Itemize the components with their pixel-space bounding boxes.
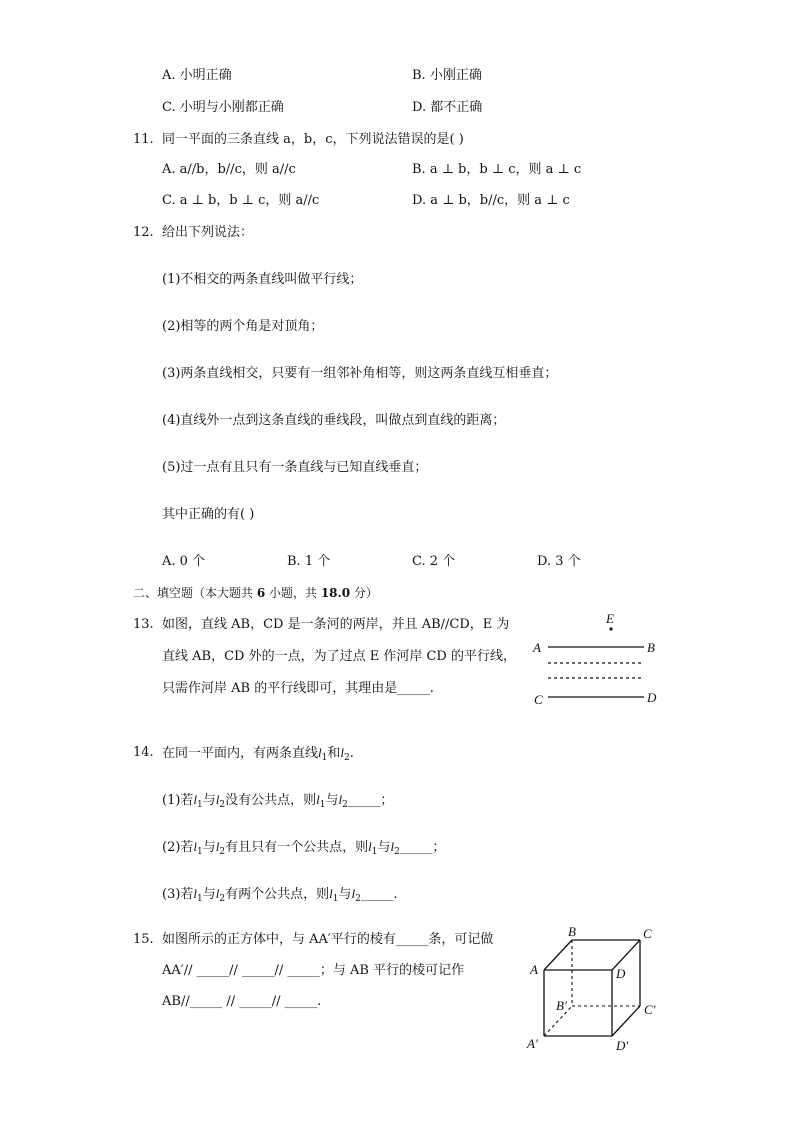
q10-option-c: C. 小明与小刚都正确	[162, 100, 284, 115]
q13-line-3: 只需作河岸 AB 的平行线即可，其理由是_____.	[162, 681, 434, 696]
q10-option-b: B. 小刚正确	[412, 68, 482, 83]
q13-river-figure	[528, 608, 668, 712]
q10-option-a: A. 小明正确	[162, 68, 232, 83]
q12-stem: 给出下列说法：	[162, 225, 254, 240]
q12-item-3: (3)两条直线相交，只要有一组邻补角相等，则这两条直线互相垂直；	[162, 366, 558, 381]
label-c: C	[534, 692, 543, 707]
q12-question: 其中正确的有( )	[162, 507, 255, 522]
q15-line-3: AB//_____ // _____// _____.	[162, 994, 322, 1009]
q12-option-d: D. 3 个	[537, 554, 581, 569]
q10-option-d: D. 都不正确	[412, 100, 483, 115]
label-d: D	[616, 966, 626, 981]
q14-number: 14.	[133, 745, 154, 760]
q13-number: 13.	[133, 617, 154, 632]
q13-line-1: 如图，直线 AB，CD 是一条河的两岸，并且 AB//CD，E 为	[162, 617, 510, 632]
q12-item-2: (2)相等的两个角是对顶角；	[162, 319, 324, 334]
point-e	[609, 627, 612, 630]
label-a: A	[533, 640, 541, 655]
q11-number: 11.	[133, 132, 154, 147]
label-b: B	[647, 640, 655, 655]
q12-item-4: (4)直线外一点到这条直线的垂线段，叫做点到直线的距离；	[162, 413, 506, 428]
label-b: B	[568, 924, 576, 939]
section-2-heading: 二、填空题（本大题共 6 小题，共 18.0 分）	[133, 586, 378, 600]
q11-option-a: A. a//b，b//c，则 a//c	[162, 162, 296, 177]
q14-item-1: (1)若$l_1$与$l_2$没有公共点，则$l_1$与$l_2\_\_\_\_\_$；	[162, 792, 394, 810]
q15-line-2: AA′// _____// _____// _____；与 AB 平行的棱可记作	[162, 963, 465, 978]
edge-ab	[544, 940, 572, 970]
q15-cube-figure	[524, 920, 674, 1060]
q11-option-d: D. a ⊥ b，b//c，则 a ⊥ c	[412, 193, 570, 208]
label-a-prime: A′	[527, 1036, 538, 1051]
q11-stem: 同一平面的三条直线 a，b，c，下列说法错误的是( )	[162, 132, 464, 147]
label-d-prime: D′	[616, 1038, 629, 1053]
q12-item-5: (5)过一点有且只有一条直线与已知直线垂直；	[162, 460, 428, 475]
edge-d2c2	[612, 1006, 640, 1036]
q15-line-1: 如图所示的正方体中，与 AA′平行的棱有_____条，可记做	[162, 932, 494, 947]
q12-option-a: A. 0 个	[162, 554, 206, 569]
label-c: C	[643, 926, 652, 941]
q14-item-3: (3)若$l_1$与$l_2$有两个公共点，则$l_1$与$l_2\_\_\_\_\_$.	[162, 886, 398, 904]
label-e: E	[606, 611, 614, 626]
q14-item-2: (2)若$l_1$与$l_2$有且只有一个公共点，则$l_1$与$l_2\_\_\_\_\_$；	[162, 839, 446, 857]
q12-number: 12.	[133, 225, 154, 240]
q13-line-2: 直线 AB，CD 外的一点，为了过点 E 作河岸 CD 的平行线，	[162, 649, 516, 664]
q11-option-b: B. a ⊥ b，b ⊥ c，则 a ⊥ c	[412, 162, 582, 177]
label-d: D	[647, 690, 657, 705]
q12-option-c: C. 2 个	[412, 554, 456, 569]
label-b-prime: B′	[556, 998, 567, 1013]
q12-option-b: B. 1 个	[287, 554, 331, 569]
label-a: A	[530, 962, 538, 977]
q11-option-c: C. a ⊥ b，b ⊥ c，则 a//c	[162, 193, 320, 208]
q12-item-1: (1)不相交的两条直线叫做平行线；	[162, 272, 363, 287]
q15-number: 15.	[133, 932, 154, 947]
q14-stem: 在同一平面内，有两条直线$l_1$和$l_2$.	[162, 745, 354, 763]
label-c-prime: C′	[644, 1002, 656, 1017]
